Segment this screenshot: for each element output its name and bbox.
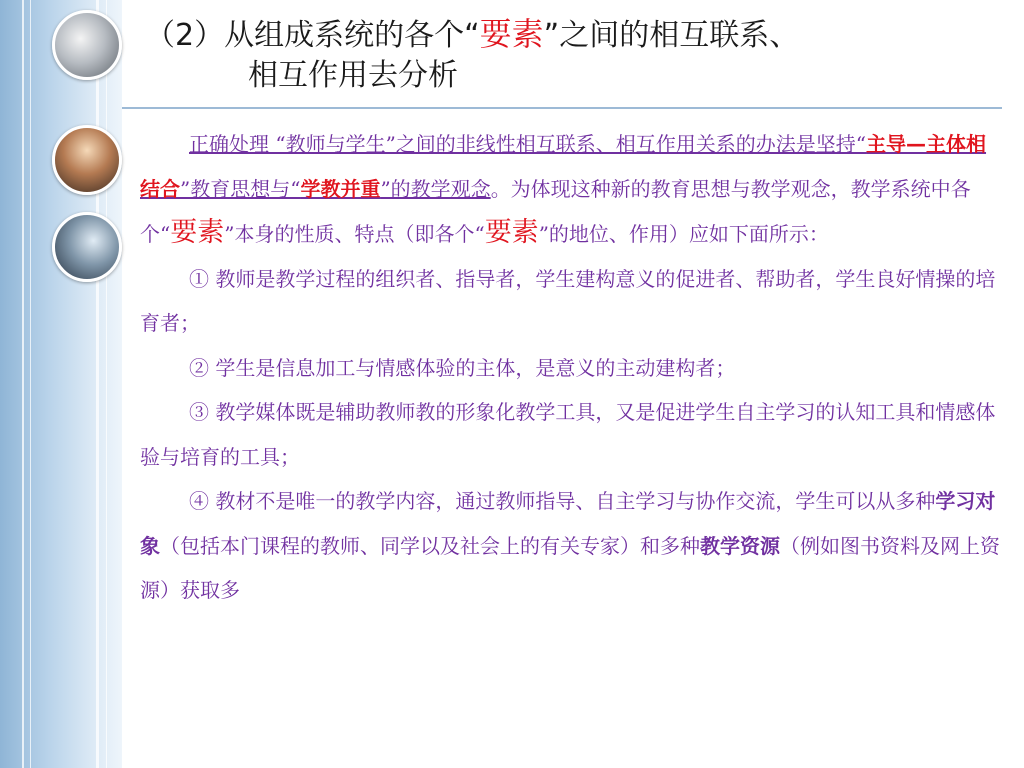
decorative-stripe	[22, 0, 24, 768]
text-segment: （例如图书资料及网上资源）获取多	[140, 533, 1000, 602]
left-decorative-strip	[0, 0, 122, 768]
text-segment: ④ 教材不是唯一的教学内容，通过教师指导、自主学习与协作交流，学生可以从多种	[189, 489, 936, 513]
bold-keyword: 教学资源	[700, 533, 780, 558]
decorative-photo-circle	[52, 10, 122, 80]
intro-paragraph	[140, 122, 1005, 257]
slide-title	[145, 14, 1020, 96]
decorative-photo-circle	[52, 212, 122, 282]
decorative-stripe	[106, 0, 107, 768]
text-segment: ”本身的性质、特点（即各个“	[224, 222, 485, 246]
list-item-teacher: ① 教师是教学过程的组织者、指导者，学生建构意义的促进者、帮助者，学生良好情操的培育者；	[140, 266, 996, 335]
decorative-photo-circle	[52, 125, 122, 195]
element-keyword: 要素	[170, 217, 225, 248]
highlight-principle: 主导—主体相结合	[140, 132, 987, 201]
title-text: ”之间的相互联系、	[543, 18, 800, 53]
list-item-student: ② 学生是信息加工与情感体验的主体，是意义的主动建构者；	[189, 355, 736, 380]
decorative-stripe	[96, 0, 99, 768]
title-highlight: 要素	[479, 15, 544, 53]
text-segment: 。为体现这种新的教育思想与教学观念，教学系统中各个“	[140, 176, 971, 246]
text-segment: ”的地位、作用）应如下面所示：	[538, 222, 829, 246]
slide-body	[140, 122, 1005, 613]
title-line-2: 相互作用去分析	[248, 58, 458, 93]
text-segment: 正确处理 “教师与学生”之间的非线性相互联系、相互作用关系的办法是坚持“	[189, 132, 867, 156]
title-divider	[122, 107, 1002, 109]
text-segment: ”教育思想与“	[180, 176, 301, 201]
list-item-media: ③ 教学媒体既是辅助教师教的形象化教学工具，又是促进学生自主学习的认知工具和情感体验与培育的工具；	[140, 400, 996, 469]
text-segment: ”的教学观念	[380, 176, 491, 201]
element-keyword: 要素	[484, 217, 539, 248]
text-segment: （包括本门课程的教师、同学以及社会上的有关专家）和多种	[160, 533, 700, 558]
bold-keyword: 学习对象	[140, 489, 996, 558]
title-text: （2）从组成系统的各个“	[145, 18, 480, 53]
highlight-concept: 学教并重	[300, 176, 381, 201]
list-item-materials	[140, 479, 1005, 613]
decorative-stripe	[30, 0, 31, 768]
